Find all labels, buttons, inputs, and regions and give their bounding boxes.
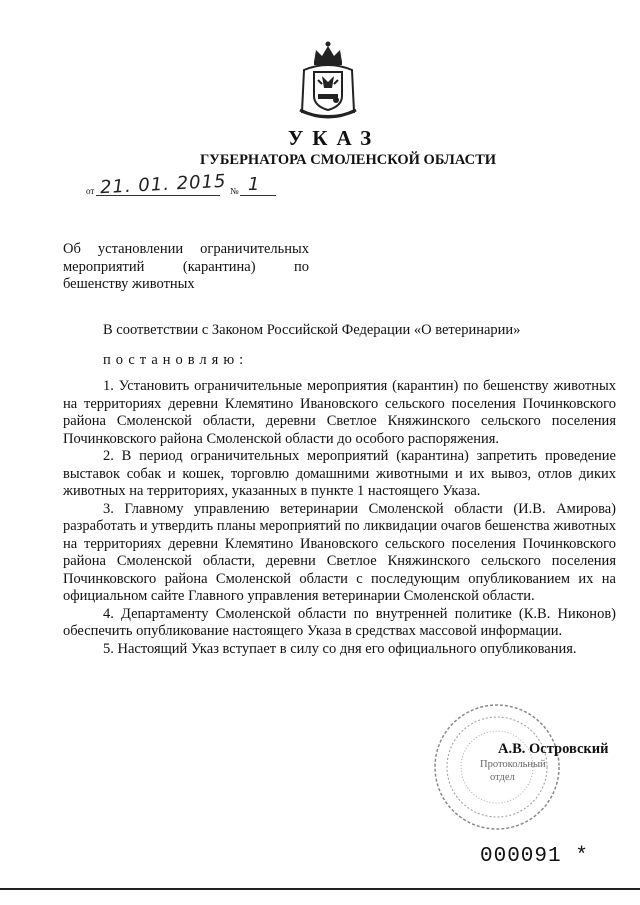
stamp-label (480, 758, 546, 784)
date-number-line (82, 170, 302, 199)
handwritten-date: 21. 01. 2015 (99, 170, 227, 199)
coat-of-arms-emblem (296, 40, 360, 122)
serial-number: 000091 * (480, 845, 589, 868)
decree-body (63, 378, 616, 658)
decree-paragraph: 3. Главному управлению ветеринарии Смоленской области (И.В. Амирова) разработать и утвердить планы мероприятий по ликвидации очагов бешенства животных на территориях деревни Клемятино Ивановского сельского поселения Починковского района Смоленской области, деревни Светлое Княжинского сельского поселения Починковского района Смоленской области с последующим опубликованием их на официальном сайте Главного управления ветеринарии Смоленской области. (63, 500, 616, 604)
decree-word: постановляю: (103, 352, 249, 368)
decree-paragraph: 2. В период ограничительных мероприятий (карантина) запретить проведение выставок собак и кошек, торговлю домашними животными и их вывоз, отлов диких животных на территориях, указанных в пункте 1 настоящего Указа. (63, 448, 616, 499)
subject-line: мероприятий (карантина) по (63, 258, 309, 275)
signature-name: А.В. Островский (498, 741, 609, 757)
stamp-line-1: Протокольный (480, 759, 546, 770)
preamble: В соответствии с Законом Российской Федерации «О ветеринарии» (103, 322, 521, 338)
decree-paragraph: 4. Департаменту Смоленской области по внутренней политике (К.В. Никонов) обеспечить опубликование настоящего Указа в средствах массовой информации. (63, 605, 616, 639)
decree-paragraph: 1. Установить ограничительные мероприятия (карантин) по бешенству животных на территориях деревни Клемятино Ивановского сельского поселения Починковского района Смоленской области, деревни Светлое Княжинского сельского поселения Починковского района Смоленской области до особого распоряжения. (63, 378, 616, 447)
number-underline (240, 195, 276, 196)
document-title: УКАЗ (287, 126, 381, 150)
date-from-label: от (86, 186, 95, 196)
handwritten-number: 1 (248, 174, 261, 195)
subject-line: бешенству животных (63, 276, 195, 292)
bottom-rule (0, 888, 640, 890)
stamp-line-2: отдел (490, 772, 515, 783)
decree-subject (63, 241, 309, 294)
subject-line: Об установлении ограничительных (63, 241, 309, 257)
number-label: № (230, 186, 239, 196)
decree-paragraph: 5. Настоящий Указ вступает в силу со дня его официального опубликования. (103, 640, 577, 657)
document-subtitle: ГУБЕРНАТОРА СМОЛЕНСКОЙ ОБЛАСТИ (199, 152, 497, 168)
